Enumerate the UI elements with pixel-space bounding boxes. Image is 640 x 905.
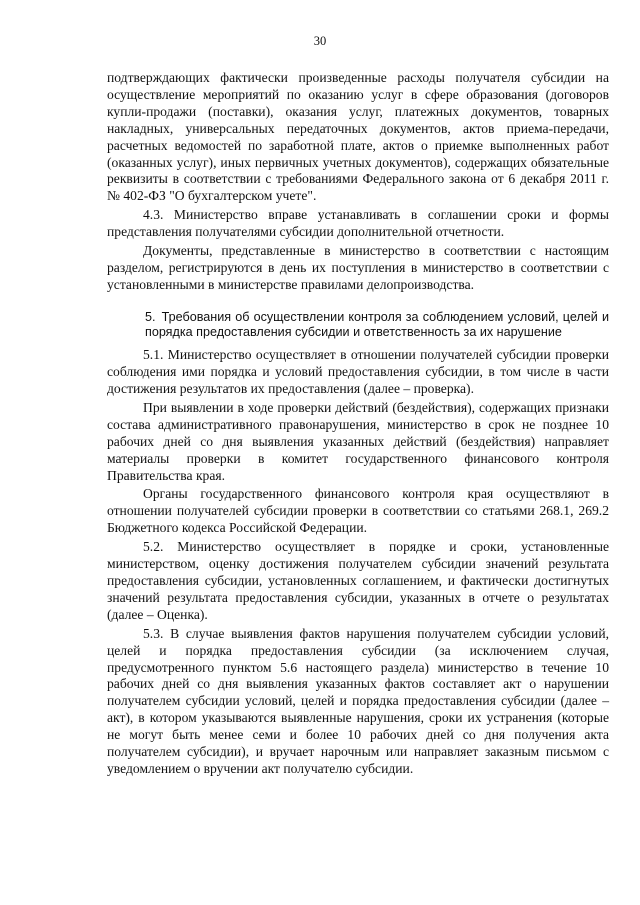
page-number: 30 [313, 34, 327, 48]
paragraph-5-2-assessment: 5.2. Министерство осуществляет в порядке и сроки, установленные министерством, оценку достижения получателем субсидии значений результата предоставления субсидии, установленных соглашением, и фактически достигнутых значений результата предоставления субсидии, указанных в отчете о результатах (далее – Оценка). [107, 539, 609, 622]
paragraph-state-financial-control: Органы государственного финансового контроля края осуществляют в отношении получателей субсидии проверки в соответствии со статьями 268.1, 269.2 Бюджетного кодекса Российской Федерации. [107, 486, 609, 536]
section-5-title: Требования об осуществлении контроля за соблюдением условий, целей и порядка предоставления субсидии и ответственность за их нарушение [145, 309, 609, 339]
paragraph-continuation-supporting-documents: подтверждающих фактически произведенные расходы получателя субсидии на осуществление мероприятий по оказанию услуг в сфере образования (договоров купли-продажи (поставки), оказания услуг, платежных документов, товарных накладных, универсальных передаточных документов, актов приема-передачи, расчетных ведомостей по заработной плате, актов о приемке выполненных работ (оказанных услуг), иных первичных учетных документов), содержащих обязательные реквизиты в соответствии с требованиями Федерального закона от 6 декабря 2011 г. № 402-ФЗ "О бухгалтерском учете". [107, 70, 609, 204]
paragraph-5-1-inspections: 5.1. Министерство осуществляет в отношении получателей субсидии проверки соблюдения ими порядка и условий предоставления субсидии, в том числе в части достижения результатов их предоставления (далее – проверка). [107, 347, 609, 396]
paragraph-5-3-violation-act: 5.3. В случае выявления фактов нарушения получателем субсидии условий, целей и порядка предоставления субсидии (за исключением случая, предусмотренного пунктом 5.6 настоящего раздела) министерство в течение 10 рабочих дней со дня выявления указанных фактов составляет акт о нарушении получателем субсидии условий, целей и порядка предоставления субсидии (далее – акт), в котором указываются выявленные нарушения, сроки их устранения (которые не могут быть менее семи и более 10 рабочих дней со дня получения акта получателем субсидии), и вручает нарочным или направляет заказным письмом с уведомлением о вручении акт получателю субсидии. [107, 625, 609, 776]
paragraph-4-3-additional-reporting: 4.3. Министерство вправе устанавливать в соглашении сроки и формы представления получателями субсидии дополнительной отчетности. [107, 207, 609, 240]
paragraph-documents-registration: Документы, представленные в министерство в соответствии с настоящим разделом, регистрируются в день их поступления в министерство в соответствии с установленными в министерстве правилами делопроизводства. [107, 243, 609, 292]
section-5-number: 5. [145, 309, 156, 324]
section-5-heading [107, 310, 609, 340]
page-content [107, 70, 609, 778]
paragraph-violation-materials: При выявлении в ходе проверки действий (бездействия), содержащих признаки состава административного правонарушения, министерство в срок не позднее 10 рабочих дней со дня выявления указанных действий (бездействия) направляет материалы проверки в комитет государственного финансового контроля Правительства края. [107, 399, 609, 483]
